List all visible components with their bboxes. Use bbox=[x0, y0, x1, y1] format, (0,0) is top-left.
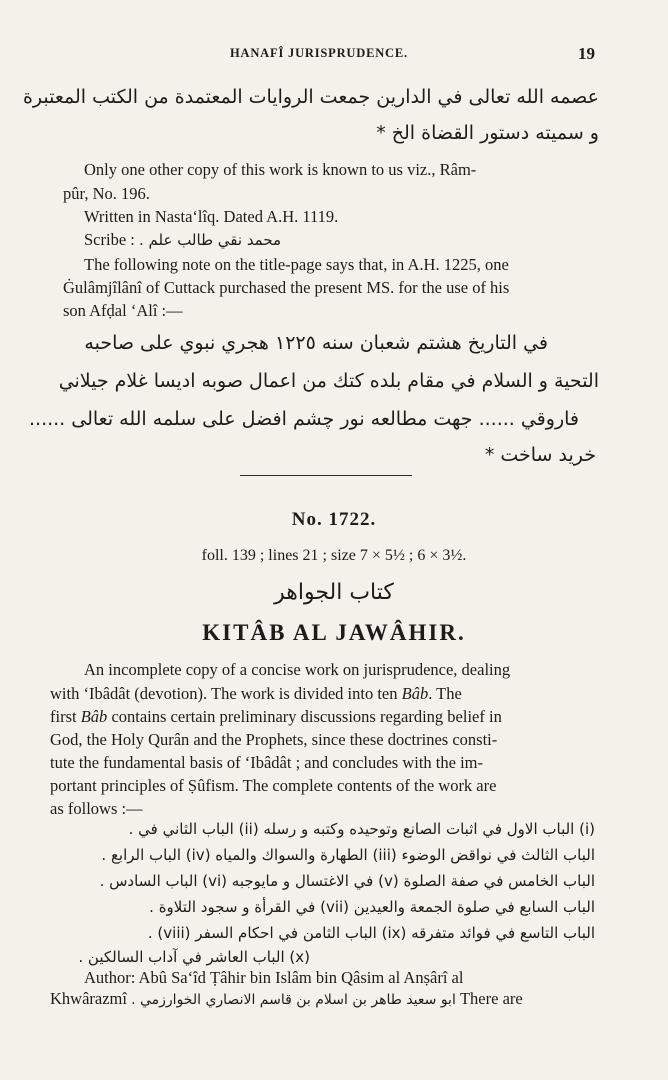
section-divider bbox=[240, 475, 412, 476]
arabic-note-line-2: التحية و السلام في مقام بلده كتك من اعمال صوبه اديسا غلام جيلاني bbox=[58, 370, 599, 392]
arabic-note-line-1: في التاريخ هشتم شعبان سنه ١٢٢٥ هجري نبوي على صاحبه bbox=[84, 332, 548, 354]
arabic-note-line-4: خريد ساخت * bbox=[484, 444, 596, 466]
running-head: HANAFÎ JURISPRUDENCE. bbox=[230, 46, 408, 60]
description-line-6: portant principles of Ṣûfism. The complete contents of the work are bbox=[50, 776, 497, 795]
title-note-line-2: Ġulâmjîlânî of Cuttack purchased the present MS. for the use of his bbox=[63, 278, 510, 297]
arabic-intro-line-1: عصمه الله تعالى في الدارين جمعت الروايات المعتمدة من الكتب المعتبرة bbox=[22, 86, 599, 108]
copy-note-line-2: pûr, No. 196. bbox=[63, 184, 150, 203]
scribe-line bbox=[84, 230, 281, 250]
arabic-note-line-3: فاروقي ...... جهت مطالعه نور چشم افضل على سلمه الله تعالى ...... bbox=[28, 408, 579, 430]
contents-line-1: (i) الباب الاول في اثبات الصانع وتوحيده وكتبه و رسله (ii) الباب الثاني في . bbox=[128, 820, 595, 838]
description-line-2: with ʻIbâdât (devotion). The work is divided into ten Bâb. The bbox=[50, 684, 462, 703]
scribe-name-arabic: محمد نقي طالب علم . bbox=[139, 231, 282, 249]
title-note-line-3: son Afḍal ʻAlî :— bbox=[63, 301, 183, 320]
author-nisba: Khwârazmî bbox=[50, 989, 127, 1008]
description-line-1: An incomplete copy of a concise work on jurisprudence, dealing bbox=[84, 660, 511, 679]
scribe-label: Scribe : bbox=[84, 230, 135, 249]
contents-line-6: (x) الباب العاشر في آداب السالكين . bbox=[78, 948, 310, 966]
copy-note-line-1: Only one other copy of this work is known to us viz., Râm- bbox=[84, 160, 477, 179]
title-arabic: كتاب الجواهر bbox=[274, 580, 394, 605]
page-number: 19 bbox=[578, 44, 595, 63]
author-name-arabic: ابو سعيد طاهر بن اسلام بن قاسم الانصاري الخوارزمي . bbox=[131, 992, 456, 1008]
written-date: Written in Nastaʻlîq. Dated A.H. 1119. bbox=[84, 207, 339, 226]
bab-term: Bâb bbox=[80, 707, 108, 726]
contents-line-4: الباب السابع في صلوة الجمعة والعيدين (vii) في القرأة و سجود التلاوة . bbox=[149, 898, 595, 916]
title-note-line-1: The following note on the title-page says that, in A.H. 1225, one bbox=[84, 255, 509, 274]
entry-number: No. 1722. bbox=[291, 509, 377, 530]
page-header bbox=[0, 44, 668, 64]
description-line-3: first Bâb contains certain preliminary discussions regarding belief in bbox=[50, 707, 502, 726]
bab-term: Bâb bbox=[401, 684, 429, 703]
description-line-5: tute the fundamental basis of ʻIbâdât ; and concludes with the im- bbox=[50, 753, 483, 772]
contents-line-2: الباب الثالث في نواقض الوضوء (iii) الطهارة والسواك والمياه (iv) الباب الرابع . bbox=[101, 846, 595, 864]
author-line-1: Author: Abû Saʻîd Ṭâhir bin Islâm bin Qâsim al Anṣârî al bbox=[84, 968, 464, 987]
contents-line-3: الباب الخامس في صفة الصلوة (v) في الاغتسال و مايوجبه (vi) الباب السادس . bbox=[99, 872, 595, 890]
contents-line-5: الباب التاسع في فوائد متفرقه (ix) الباب الثامن في احكام السفر (viii) . bbox=[147, 924, 595, 942]
description-line-4: God, the Holy Qurân and the Prophets, since these doctrines consti- bbox=[50, 730, 498, 749]
work-title: KITÂB AL JAWÂHIR. bbox=[202, 620, 466, 645]
description-line-7: as follows :— bbox=[50, 799, 143, 818]
author-line-2: Khwârazmî ابو سعيد طاهر بن اسلام بن قاسم الانصاري الخوارزمي . There are bbox=[50, 989, 523, 1008]
arabic-intro-line-2: و سميته دستور القضاة الخ * bbox=[376, 122, 599, 144]
manuscript-details: foll. 139 ; lines 21 ; size 7 × 5½ ; 6 × 3½. bbox=[201, 547, 467, 564]
